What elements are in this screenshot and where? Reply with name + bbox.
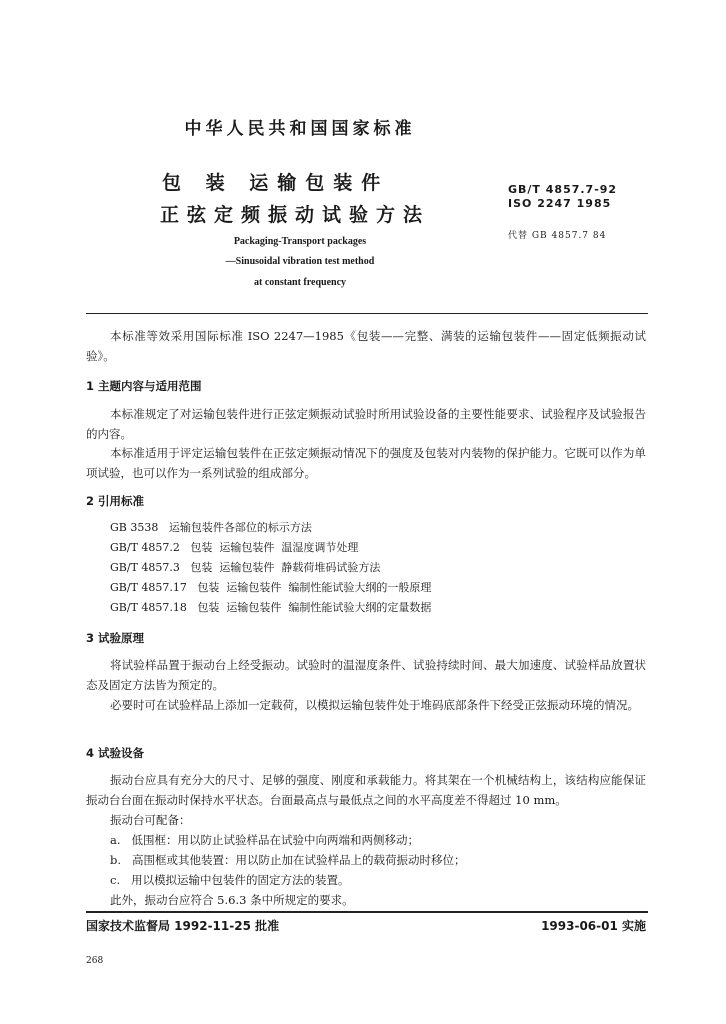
page-number: 268 — [86, 956, 104, 966]
header-divider — [86, 313, 648, 314]
reference-item: GB/T 4857.18 包装 运输包装件 编制性能试验大纲的定量数据 — [110, 601, 432, 614]
standard-code: GB/T 4857.7-92 — [508, 183, 618, 196]
section-1-paragraph-2: 本标准适用于评定运输包装件在正弦定频振动情况下的强度及包装对内装物的保护能力。它既可以作为单项试验，也可以作为一系列试验的组成部分。 — [86, 446, 646, 480]
section-3-paragraph-2: 必要时可在试验样品上添加一定载荷，以模拟运输包装件处于堆码底部条件下经受正弦振动环境的情况。 — [110, 698, 639, 712]
replaces-note: 代替 GB 4857.7 84 — [508, 231, 607, 241]
reference-item: GB/T 4857.3 包装 运输包装件 静载荷堆码试验方法 — [110, 561, 381, 574]
reference-item: GB/T 4857.17 包装 运输包装件 编制性能试验大纲的一般原理 — [110, 581, 432, 594]
section-3-heading: 3 试验原理 — [86, 631, 145, 645]
english-title-line3: at constant frequency — [253, 277, 347, 288]
national-standard-heading: 中华人民共和国国家标准 — [184, 119, 416, 139]
section-1-heading: 1 主题内容与适用范围 — [86, 379, 202, 393]
approval-date: 国家技术监督局 1992-11-25 批准 — [86, 919, 280, 933]
equipment-list — [110, 810, 465, 910]
effective-date: 1993-06-01 实施 — [541, 919, 646, 933]
reference-item: GB/T 4857.2 包装 运输包装件 温湿度调节处理 — [110, 541, 359, 554]
section-3-paragraph-1: 将试验样品置于振动台上经受振动。试验时的温湿度条件、试验持续时间、最大加速度、试验样品放置状态及固定方法皆为预定的。 — [86, 658, 646, 692]
equipment-lead: 振动台可配备： — [110, 813, 191, 827]
equipment-item: a. 低围框：用以防止试验样品在试验中向两端和两侧移动； — [110, 833, 419, 847]
intro-paragraph: 本标准等效采用国际标准 ISO 2247—1985《包装——完整、满装的运输包装件——固定低频振动试验》。 — [86, 329, 646, 363]
section-2-heading: 2 引用标准 — [86, 494, 145, 508]
equipment-item: c. 用以模拟运输中包装件的固定方法的装置。 — [110, 873, 350, 887]
equipment-closing: 此外，振动台应符合 5.6.3 条中所规定的要求。 — [110, 893, 354, 907]
section-4-paragraph-1: 振动台应具有充分大的尺寸、足够的强度、刚度和承载能力。将其架在一个机械结构上，该结构应能保证振动台台面在振动时保持水平状态。台面最高点与最低点之间的水平高度差不得超过 10 mm。 — [86, 773, 646, 807]
english-title-line1: Packaging-Transport packages — [233, 236, 367, 247]
reference-list — [110, 518, 431, 618]
english-title-line2: —Sinusoidal vibration test method — [225, 256, 375, 267]
document-title-line1: 包 装 运输包装件 — [162, 172, 390, 194]
reference-item: GB 3538 运输包装件各部位的标示方法 — [110, 521, 312, 534]
document-title-line2: 正弦定频振动试验方法 — [160, 204, 431, 226]
section-1-paragraph-1: 本标准规定了对运输包装件进行正弦定频振动试验时所用试验设备的主要性能要求、试验程序及试验报告的内容。 — [86, 407, 646, 441]
footer-divider — [86, 911, 648, 913]
section-4-heading: 4 试验设备 — [86, 746, 145, 760]
iso-code: ISO 2247 1985 — [508, 197, 612, 210]
equipment-item: b. 高围框或其他装置：用以防止加在试验样品上的载荷振动时移位； — [110, 853, 466, 867]
